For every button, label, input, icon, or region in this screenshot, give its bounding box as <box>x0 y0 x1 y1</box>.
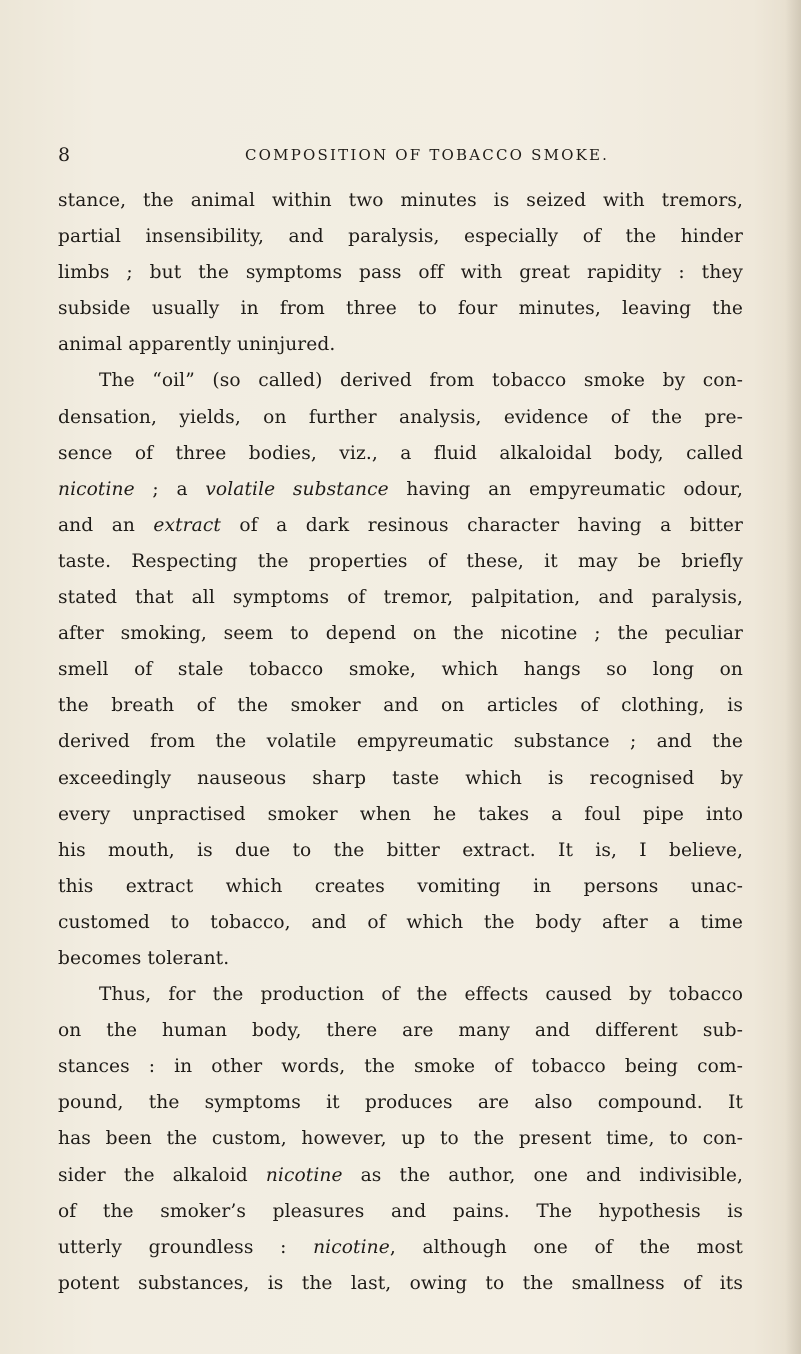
text-line: stances : in other words, the smoke of tobacco being com- <box>58 1056 743 1078</box>
italic-term: volatile substance <box>205 478 389 500</box>
text-line: subside usually in from three to four minutes, leaving the <box>58 298 743 320</box>
italic-term: nicotine <box>265 1164 343 1186</box>
text-line: densation, yields, on further analysis, evidence of the pre- <box>58 406 743 428</box>
text-line: partial insensibility, and paralysis, especially of the hinder <box>58 226 743 248</box>
text-line: exceedingly nauseous sharp taste which is recognised by <box>58 767 743 789</box>
text-line: of the smoker’s pleasures and pains. The hypothesis is <box>58 1200 743 1222</box>
body-text <box>58 183 743 1302</box>
text-line: The “oil” (so called) derived from tobacco smoke by con- <box>99 370 743 392</box>
italic-term: nicotine <box>313 1236 390 1258</box>
page-number: 8 <box>58 144 71 166</box>
text-line: taste. Respecting the properties of these, it may be briefly <box>58 550 743 572</box>
text-line: his mouth, is due to the bitter extract. It is, I believe, <box>58 839 743 861</box>
text-line: sence of three bodies, viz., a fluid alkaloidal body, called <box>58 442 743 464</box>
text-line-with-italics: and an extract of a dark resinous character having a bitter <box>58 514 743 536</box>
text-line: the breath of the smoker and on articles of clothing, is <box>58 695 743 717</box>
text-line-with-italics: sider the alkaloid nicotine as the author, one and indivisible, <box>58 1164 743 1186</box>
text-line: derived from the volatile empyreumatic substance ; and the <box>58 731 743 753</box>
text-line: becomes tolerant. <box>58 947 230 969</box>
text-line: every unpractised smoker when he takes a foul pipe into <box>58 803 743 825</box>
running-head: COMPOSITION OF TOBACCO SMOKE. <box>245 146 610 164</box>
text-line: smell of stale tobacco smoke, which hangs so long on <box>58 659 743 681</box>
italic-term: extract <box>153 514 221 536</box>
text-line-with-italics: utterly groundless : nicotine, although one of the most <box>58 1236 743 1258</box>
text-line: stated that all symptoms of tremor, palpitation, and paralysis, <box>58 587 743 609</box>
text-line: customed to tobacco, and of which the body after a time <box>58 911 743 933</box>
text-line: after smoking, seem to depend on the nicotine ; the peculiar <box>58 623 743 645</box>
text-line: on the human body, there are many and different sub- <box>58 1020 743 1042</box>
text-line: stance, the animal within two minutes is seized with tremors, <box>58 190 743 211</box>
text-line: potent substances, is the last, owing to the smallness of its <box>58 1272 743 1294</box>
text-line-with-italics: nicotine ; a volatile substance having an empyreumatic odour, <box>58 478 743 500</box>
text-line: animal apparently uninjured. <box>58 334 336 356</box>
italic-term: nicotine <box>58 478 135 500</box>
page-edge-shadow <box>785 0 801 1354</box>
text-line: limbs ; but the symptoms pass off with great rapidity : they <box>58 262 743 284</box>
page-header <box>58 144 743 168</box>
text-line: this extract which creates vomiting in persons unac- <box>58 875 743 897</box>
text-line: has been the custom, however, up to the present time, to con- <box>58 1128 743 1150</box>
text-line: pound, the symptoms it produces are also compound. It <box>58 1092 743 1114</box>
text-line: Thus, for the production of the effects caused by tobacco <box>99 984 743 1006</box>
